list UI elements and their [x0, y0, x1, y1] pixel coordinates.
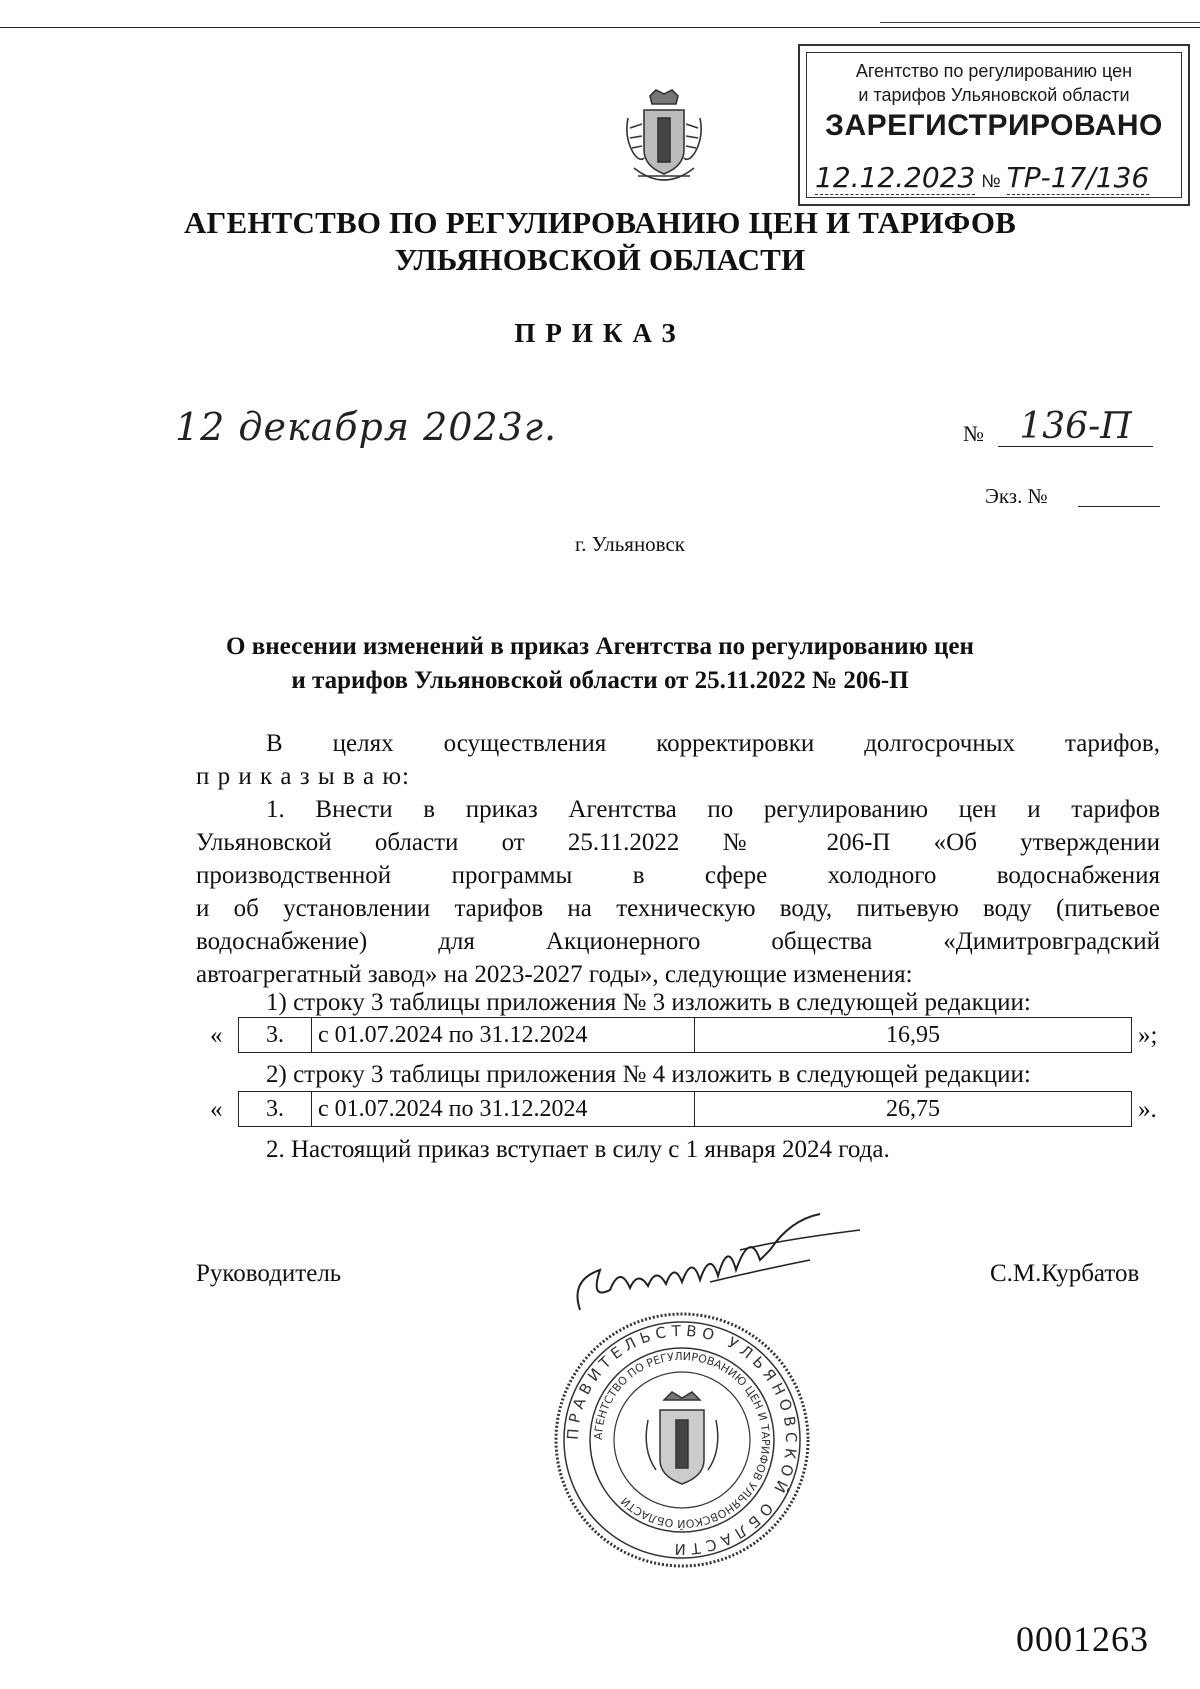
- org-name-line2: УЛЬЯНОВСКОЙ ОБЛАСТИ: [394, 242, 806, 277]
- table2-open-quote: «: [210, 1096, 223, 1123]
- top-rule: [0, 27, 1200, 28]
- registration-stamp: [798, 44, 1190, 206]
- table1: [238, 1017, 1132, 1053]
- coat-of-arms-icon: [620, 88, 708, 192]
- table1-value: 16,95: [695, 1018, 1132, 1053]
- stamp-number: ТР-17/136: [1006, 161, 1150, 194]
- stamp-number-label: №: [981, 171, 1001, 191]
- item1-line1: 1. Внести в приказ Агентства по регулированию цен и тарифов: [266, 796, 1160, 823]
- order-number-label: №: [963, 421, 984, 446]
- sub-item2: 2) строку 3 таблицы приложения № 4 изложить в следующей редакции:: [266, 1061, 1031, 1088]
- seal-outer-text: ПРАВИТЕЛЬСТВО УЛЬЯНОВСКОЙ ОБЛАСТИ: [563, 1321, 801, 1559]
- table2-row-number: 3.: [239, 1092, 312, 1127]
- seal-inner-text: АГЕНТСТВО ПО РЕГУЛИРОВАНИЮ ЦЕН И ТАРИФОВ УЛЬЯНОВСКОЙ ОБЛАСТИ: [591, 1349, 773, 1531]
- item1-line2: Ульяновской области от 25.11.2022 № 206-П «Об утверждении: [196, 829, 1160, 856]
- stamp-date: 12.12.2023: [815, 161, 976, 194]
- stamp-agency-line2: и тарифов Ульяновской области: [858, 85, 1130, 105]
- table1-period: с 01.07.2024 по 31.12.2024: [312, 1018, 695, 1053]
- table1-row: [239, 1018, 1132, 1053]
- org-name-line1: АГЕНТСТВО ПО РЕГУЛИРОВАНИЮ ЦЕН И ТАРИФОВ: [183, 205, 1017, 240]
- table2-value: 26,75: [695, 1092, 1132, 1127]
- copy-number-label: Экз. №: [985, 484, 1048, 508]
- order-number-handwritten: 136-П: [998, 408, 1153, 447]
- order-date-handwritten: 12 декабря 2023г.: [175, 405, 558, 449]
- table2: [238, 1091, 1132, 1127]
- item1-line4: и об установлении тарифов на техническую воду, питьевую воду (питьевое: [196, 895, 1160, 922]
- item1-line3: производственной программы в сфере холодного водоснабжения: [196, 862, 1160, 889]
- registration-stamp-frame: [806, 52, 1182, 198]
- stamp-registered-title: ЗАРЕГИСТРИРОВАНО: [825, 109, 1163, 142]
- official-seal-icon: [552, 1310, 812, 1570]
- table1-close-quote: »;: [1138, 1022, 1158, 1049]
- table2-period: с 01.07.2024 по 31.12.2024: [312, 1092, 695, 1127]
- table2-close-quote: ».: [1138, 1096, 1157, 1123]
- table2-row: [239, 1092, 1132, 1127]
- city: г. Ульяновск: [574, 532, 685, 556]
- sub-item1: 1) строку 3 таблицы приложения № 3 изложить в следующей редакции:: [266, 989, 1031, 1016]
- stamp-registration-number: [815, 161, 1185, 195]
- item2: 2. Настоящий приказ вступает в силу с 1 января 2024 года.: [266, 1136, 890, 1163]
- signatory-role: Руководитель: [196, 1260, 342, 1287]
- copy-number-blank: [1078, 506, 1160, 507]
- intro-line1: В целях осуществления корректировки долгосрочных тарифов,: [266, 730, 1160, 757]
- item1-line5: водоснабжение) для Акционерного общества «Димитровградский: [196, 928, 1160, 955]
- table1-row-number: 3.: [239, 1018, 312, 1053]
- subject-line1: О внесении изменений в приказ Агентства по регулированию цен: [226, 633, 974, 660]
- intro-line2: п р и к а з ы в а ю:: [196, 763, 410, 790]
- item1-line6: автоагрегатный завод» на 2023-2027 годы», следующие изменения:: [196, 961, 913, 988]
- table1-open-quote: «: [210, 1022, 223, 1049]
- stamp-agency-line1: Агентство по регулированию цен: [855, 61, 1133, 81]
- signatory-name: С.М.Курбатов: [990, 1260, 1140, 1287]
- document-serial-number: 0001263: [1016, 1619, 1149, 1659]
- top-rule-short: [880, 22, 1200, 23]
- subject-line2: и тарифов Ульяновской области от 25.11.2022 № 206-П: [291, 667, 909, 694]
- document-type-title: ПРИКАЗ: [514, 318, 686, 348]
